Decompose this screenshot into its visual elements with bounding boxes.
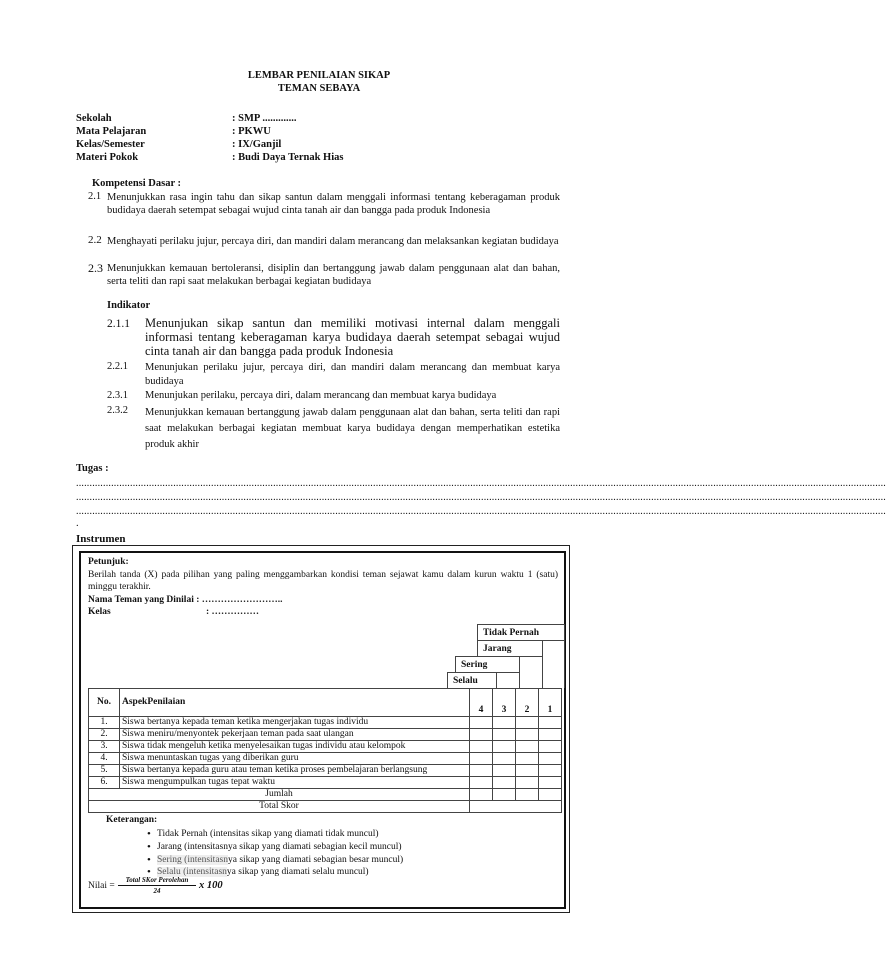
score-cell[interactable] — [470, 717, 493, 729]
tugas-line-end: . — [76, 518, 79, 529]
scale-header-selalu: Selalu — [447, 672, 497, 689]
score-cell[interactable] — [470, 777, 493, 789]
table-row — [89, 753, 562, 765]
keterangan-item — [157, 855, 403, 865]
identity-label-mapel: Mata Pelajaran — [76, 126, 147, 137]
kd-text: Menghayati perilaku jujur, percaya diri, dan mandiri dalam merancang dan melaksankan kegiatan budidaya — [107, 236, 559, 247]
scale-header-jarang: Jarang — [477, 640, 543, 657]
identity-value-materi: : Budi Daya Ternak Hias — [232, 152, 344, 163]
scale-connector — [519, 672, 520, 688]
row-aspek: Siswa menuntaskan tugas yang diberikan guru — [120, 753, 470, 765]
identity-label-materi: Materi Pokok — [76, 152, 139, 163]
keterangan-term: Selalu (intensitasn — [157, 867, 227, 877]
scale-connector — [564, 640, 565, 688]
kelas-label: Kelas — [88, 607, 111, 617]
table-row — [89, 765, 562, 777]
score-cell[interactable] — [516, 753, 539, 765]
nilai-fraction — [118, 876, 196, 895]
indikator-text: Menunjukan perilaku, percaya diri, dalam merancang dan membuat karya budidaya — [145, 390, 497, 401]
tugas-line: ............................................................................................................................................................................................................................................................................................................ — [76, 478, 886, 489]
kd-text: Menunjukkan kemauan bertoleransi, disiplin dan bertanggung jawab dalam penggunaan alat dan bahan, serta teliti dan rapi saat melakukan berbagai kegiatan budidaya — [107, 263, 560, 287]
nilai-denominator: 24 — [153, 887, 161, 895]
tugas-line: ............................................................................................................................................................................................................................................................................................................ — [76, 492, 886, 503]
col-header-score: 2 — [516, 689, 539, 717]
identity-label-sekolah: Sekolah — [76, 113, 112, 124]
keterangan-heading: Keterangan: — [106, 815, 158, 825]
row-number: 1. — [89, 717, 120, 729]
nilai-multiplier: x 100 — [199, 880, 223, 891]
tugas-line: ............................................................................................................................................................................................................................................................................................................ — [76, 506, 886, 517]
identity-value-kelas: : IX/Ganjil — [232, 139, 282, 150]
score-cell[interactable] — [539, 753, 562, 765]
kd-number: 2.2 — [88, 234, 102, 246]
identity-value-mapel: : PKWU — [232, 126, 271, 137]
row-aspek: Siswa tidak mengeluh ketika menyelesaikan tugas individu atau kelompok — [120, 741, 470, 753]
keterangan-item — [157, 842, 402, 852]
row-number: 2. — [89, 729, 120, 741]
indikator-heading: Indikator — [107, 300, 151, 311]
row-number: 6. — [89, 777, 120, 789]
score-cell[interactable] — [516, 717, 539, 729]
score-cell[interactable] — [539, 789, 562, 801]
col-header-score: 3 — [493, 689, 516, 717]
row-number: 5. — [89, 765, 120, 777]
kompetensi-heading: Kompetensi Dasar : — [92, 178, 182, 189]
total-cell[interactable] — [470, 801, 562, 813]
table-row — [89, 777, 562, 789]
score-cell[interactable] — [539, 717, 562, 729]
keterangan-term: Jarang (intensitasn — [157, 842, 228, 852]
keterangan-desc: (intensitas sikap yang diamati tidak muncul) — [207, 829, 379, 839]
nilai-label: Nilai = — [88, 881, 115, 891]
score-cell[interactable] — [493, 765, 516, 777]
kelas-value: : …………… — [206, 607, 260, 617]
col-header-aspek: AspekPenilaian — [120, 689, 470, 717]
row-aspek: Siswa bertanya kepada teman ketika mengerjakan tugas individu — [120, 717, 470, 729]
score-cell[interactable] — [470, 753, 493, 765]
score-cell[interactable] — [470, 729, 493, 741]
table-header-row — [89, 689, 562, 717]
total-label: Total Skor — [89, 801, 470, 813]
nilai-numerator: Total SKor Perolehan — [118, 876, 196, 886]
col-header-no: No. — [89, 689, 120, 717]
indikator-text: Menunjukan perilaku jujur, percaya diri, dan mandiri dalam merancang dan membuat karya budidaya — [145, 362, 560, 387]
score-cell[interactable] — [493, 753, 516, 765]
score-cell[interactable] — [539, 777, 562, 789]
indikator-number: 2.1.1 — [107, 318, 130, 330]
score-cell[interactable] — [539, 729, 562, 741]
score-cell[interactable] — [493, 729, 516, 741]
keterangan-desc: ya sikap yang diamati sebagian kecil muncul) — [227, 842, 402, 852]
keterangan-term: Sering (intensitasn — [157, 855, 228, 865]
keterangan-desc: ya sikap yang diamati sebagian besar muncul) — [227, 855, 404, 865]
scale-connector — [542, 640, 543, 688]
score-cell[interactable] — [516, 741, 539, 753]
petunjuk-label: Petunjuk: — [88, 557, 129, 567]
kd-text: Menunjukkan rasa ingin tahu dan sikap santun dalam menggali informasi tentang keberagaman produk budidaya daerah setempat sebagai wujud cinta tanah air dan bangga pada produk Indonesia — [107, 192, 560, 216]
kd-number: 2.1 — [88, 191, 102, 202]
indikator-number: 2.2.1 — [107, 361, 128, 372]
score-cell[interactable] — [516, 777, 539, 789]
table-row — [89, 729, 562, 741]
keterangan-desc: ya sikap yang diamati selalu muncul) — [226, 867, 369, 877]
keterangan-item — [157, 829, 379, 839]
page-subtitle: TEMAN SEBAYA — [277, 83, 361, 94]
jumlah-label: Jumlah — [89, 789, 470, 801]
score-cell[interactable] — [516, 789, 539, 801]
tugas-heading: Tugas : — [76, 463, 109, 474]
score-cell[interactable] — [493, 777, 516, 789]
score-cell[interactable] — [539, 741, 562, 753]
page-title: LEMBAR PENILAIAN SIKAP — [247, 70, 391, 81]
row-number: 4. — [89, 753, 120, 765]
total-row — [89, 801, 562, 813]
col-header-score: 4 — [470, 689, 493, 717]
nama-teman-label: Nama Teman yang Dinilai : …………………….. — [88, 595, 283, 605]
keterangan-term: Tidak Pernah — [157, 829, 208, 839]
table-row — [89, 741, 562, 753]
col-header-score: 1 — [539, 689, 562, 717]
indikator-text: Menunjukkan kemauan bertanggung jawab dalam penggunaan alat dan bahan, serta teliti dan rapi saat melakukan berbagai kegiatan membuat karya budidaya dengan memperhatikan estetika produk akhir — [145, 407, 560, 450]
scale-header-tidak-pernah: Tidak Pernah — [477, 624, 565, 641]
instrumen-heading: Instrumen — [76, 533, 126, 545]
score-cell[interactable] — [493, 741, 516, 753]
scale-header-sering: Sering — [455, 656, 520, 673]
row-number: 3. — [89, 741, 120, 753]
score-cell[interactable] — [470, 765, 493, 777]
table-row — [89, 717, 562, 729]
score-cell[interactable] — [516, 765, 539, 777]
row-aspek: Siswa mengumpulkan tugas tepat waktu — [120, 777, 470, 789]
penilaian-table — [88, 688, 562, 813]
identity-label-kelas: Kelas/Semester — [76, 139, 145, 150]
score-cell[interactable] — [539, 765, 562, 777]
kd-number: 2.3 — [88, 261, 103, 275]
score-cell[interactable] — [516, 729, 539, 741]
row-aspek: Siswa meniru/menyontek pekerjaan teman pada saat ulangan — [120, 729, 470, 741]
indikator-number: 2.3.2 — [107, 405, 128, 416]
score-cell[interactable] — [470, 789, 493, 801]
jumlah-row — [89, 789, 562, 801]
score-cell[interactable] — [470, 741, 493, 753]
petunjuk-text: Berilah tanda (X) pada pilihan yang paling menggambarkan kondisi teman sejawat kamu dalam kurun waktu 1 (satu) minggu terakhir. — [88, 570, 558, 592]
score-cell[interactable] — [493, 789, 516, 801]
score-cell[interactable] — [493, 717, 516, 729]
row-aspek: Siswa bertanya kepada guru atau teman ketika proses pembelajaran berlangsung — [120, 765, 470, 777]
indikator-text: Menunjukan sikap santun dan memiliki motivasi internal dalam menggali informasi tentang keberagaman karya budidaya daerah setempat sebagai wujud cinta tanah air dan bangga pada produk Indonesia — [145, 316, 560, 358]
identity-value-sekolah: : SMP ............. — [232, 113, 297, 124]
indikator-number: 2.3.1 — [107, 390, 128, 401]
